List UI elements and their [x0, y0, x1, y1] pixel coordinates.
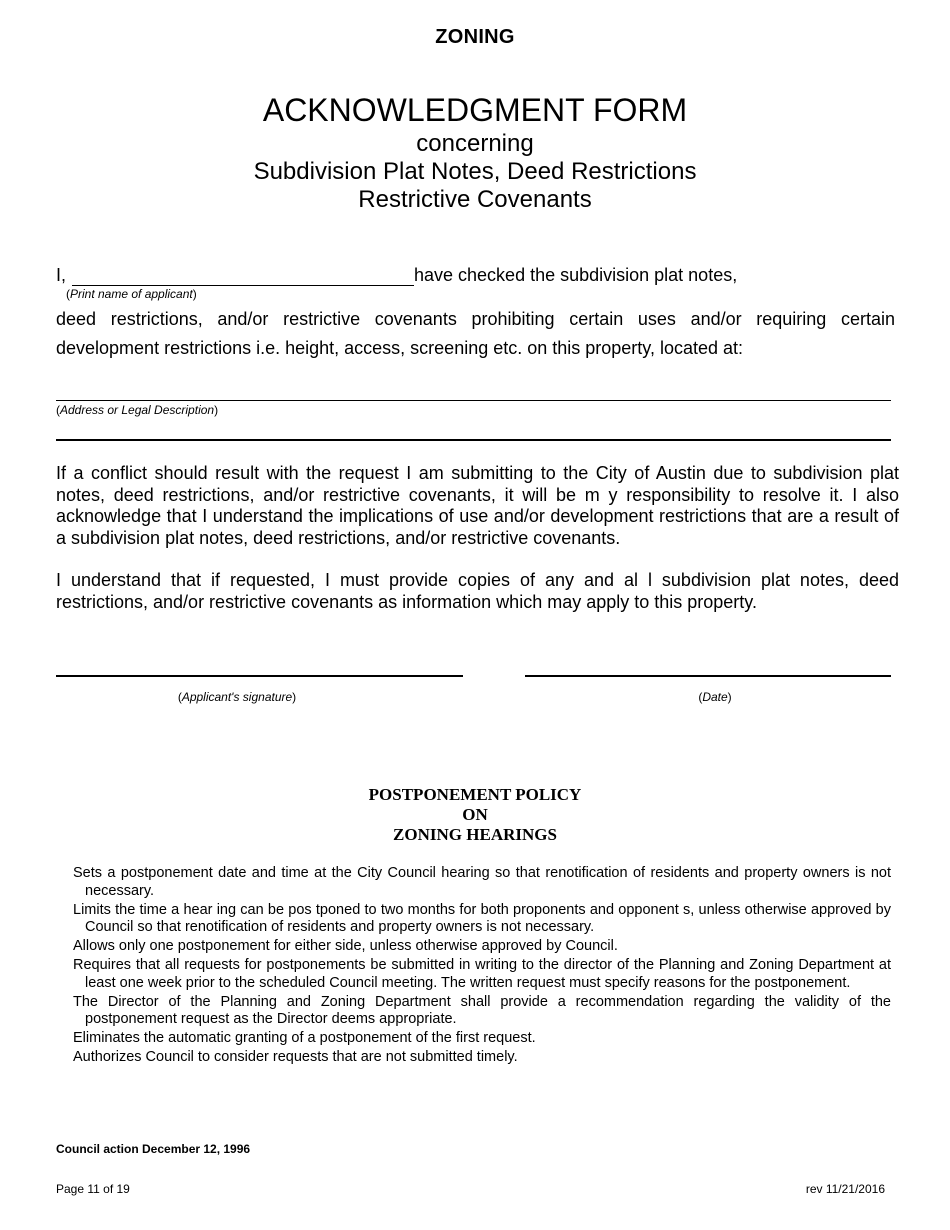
signature-label: (Applicant's signature): [177, 690, 297, 704]
conflict-paragraph: If a conflict should result with the request I am submitting to the City of Austin due to subdivision plat notes, deed restrictions, and/or restrictive covenants, it will be m y responsibility to resolve it. I also acknowledge that I understand the implications of use and/or development restrictions that are a result of a subdivision plat notes, deed restrictions, and/or restrictive covenants.: [56, 463, 899, 548]
policy-item: Requires that all requests for postponements be submitted in writing to the director of the Planning and Zoning Department at least one week prior to the scheduled Council meeting. The written request must specify reasons for the postponement.: [73, 957, 891, 991]
policy-item: Eliminates the automatic granting of a postponement of the first request.: [73, 1030, 536, 1046]
policy-item: Limits the time a hear ing can be pos tponed to two months for both proponents and opponent s, unless otherwise approved by Council so that renotification of residents and property owners is not necessary.: [73, 901, 891, 935]
applicant-prefix: I,: [56, 265, 67, 285]
page-number: Page 11 of 19: [56, 1182, 130, 1196]
policy-title: POSTPONEMENT POLICY: [368, 785, 582, 804]
policy-item: The Director of the Planning and Zoning Department shall provide a recommendation regarding the validity of the postponement request as the Director deems appropriate.: [73, 993, 891, 1027]
council-action: Council action December 12, 1996: [56, 1142, 251, 1156]
policy-list: [73, 865, 891, 1068]
form-title: ACKNOWLEDGMENT FORM: [262, 92, 688, 128]
policy-item: Allows only one postponement for either side, unless otherwise approved by Council.: [73, 938, 618, 954]
policy-item: Authorizes Council to consider requests that are not submitted timely.: [73, 1049, 518, 1065]
address-label: (Address or Legal Description): [56, 403, 219, 417]
date-label: (Date): [698, 690, 732, 704]
date-field[interactable]: [525, 675, 891, 677]
policy-title-hearings: ZONING HEARINGS: [393, 825, 557, 844]
applicant-statement-rest: deed restrictions, and/or restrictive covenants prohibiting certain uses and/or requiring certain development restrictions i.e. height, access, screening etc. on this property, located at:: [56, 309, 895, 358]
section-heading: ZONING: [435, 26, 515, 48]
form-subtitle-plat-notes: Subdivision Plat Notes, Deed Restrictions: [253, 158, 697, 185]
applicant-statement-start: have checked the subdivision plat notes,: [414, 265, 738, 285]
applicant-name-label: (Print name of applicant): [66, 287, 197, 301]
address-field[interactable]: [56, 400, 891, 401]
applicant-name-field[interactable]: [72, 285, 414, 286]
section-divider: [56, 439, 891, 441]
copies-paragraph: I understand that if requested, I must provide copies of any and al l subdivision plat notes, deed restrictions, and/or restrictive covenants as information which may apply to this property.: [56, 570, 899, 612]
policy-title-on: ON: [462, 805, 488, 824]
applicant-signature-field[interactable]: [56, 675, 463, 677]
form-subtitle-concerning: concerning: [416, 130, 534, 157]
form-subtitle-covenants: Restrictive Covenants: [358, 186, 592, 213]
revision-date: rev 11/21/2016: [805, 1182, 885, 1196]
policy-item: Sets a postponement date and time at the City Council hearing so that renotification of residents and property owners is not necessary.: [73, 865, 891, 899]
